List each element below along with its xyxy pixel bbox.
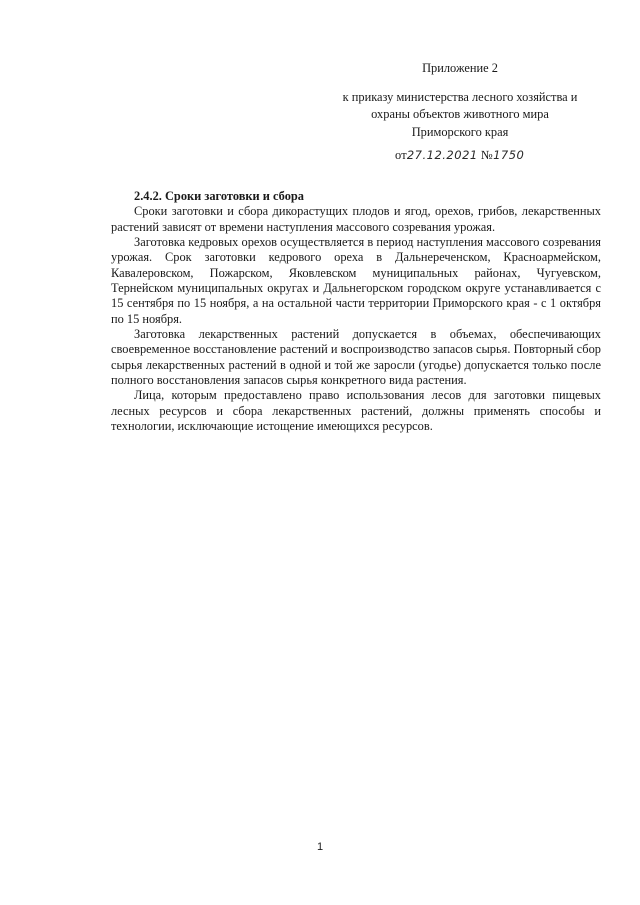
- order-number-sign: №: [481, 148, 494, 162]
- appendix-line: охраны объектов животного мира: [371, 107, 549, 121]
- paragraph: Сроки заготовки и сбора дикорастущих плодов и ягод, орехов, грибов, лекарственных растений зависят от времени наступления массового созревания урожая.: [111, 204, 601, 234]
- appendix-line: Приморского края: [411, 124, 509, 139]
- paragraph: Заготовка лекарственных растений допускается в объемах, обеспечивающих своевременное восстановление растений и воспроизводство запасов сырья. Повторный сбор сырья лекарственных растений в одной и той же заросли (угодье) допускается только после полного восстановления запасов сырья конкретного вида растения.: [111, 327, 601, 388]
- paragraph: Лица, которым предоставлено право использования лесов для заготовки пищевых лесных ресурсов и сбора лекарственных растений, должны применять способы и технологии, исключающие истощение имеющихся ресурсов.: [111, 388, 601, 434]
- appendix-title: Приложение 2: [422, 61, 498, 75]
- appendix-header: [330, 60, 590, 141]
- section-body: [111, 189, 601, 435]
- order-number-handwritten: 1750: [493, 148, 525, 162]
- section-heading: 2.4.2. Сроки заготовки и сбора: [134, 189, 304, 203]
- paragraph: Заготовка кедровых орехов осуществляется в период наступления массового созревания урожая. Срок заготовки кедрового ореха в Дальнереченском, Красноармейском, Кавалеровском, Пожарском, Яковлевском муниципальных районах, Чугуевском, Тернейском муниципальных округах и Дальнегорском городском округе устанавливается с 15 сентября по 15 ноября, а на остальной части территории Приморского края - с 1 октября по 15 ноября.: [111, 235, 601, 326]
- order-date-prefix: от: [395, 148, 407, 162]
- order-date-handwritten: 27.12.2021: [406, 148, 478, 162]
- order-date-number: [395, 148, 524, 163]
- page-number: 1: [316, 841, 324, 853]
- appendix-line: к приказу министерства лесного хозяйства и: [342, 89, 578, 104]
